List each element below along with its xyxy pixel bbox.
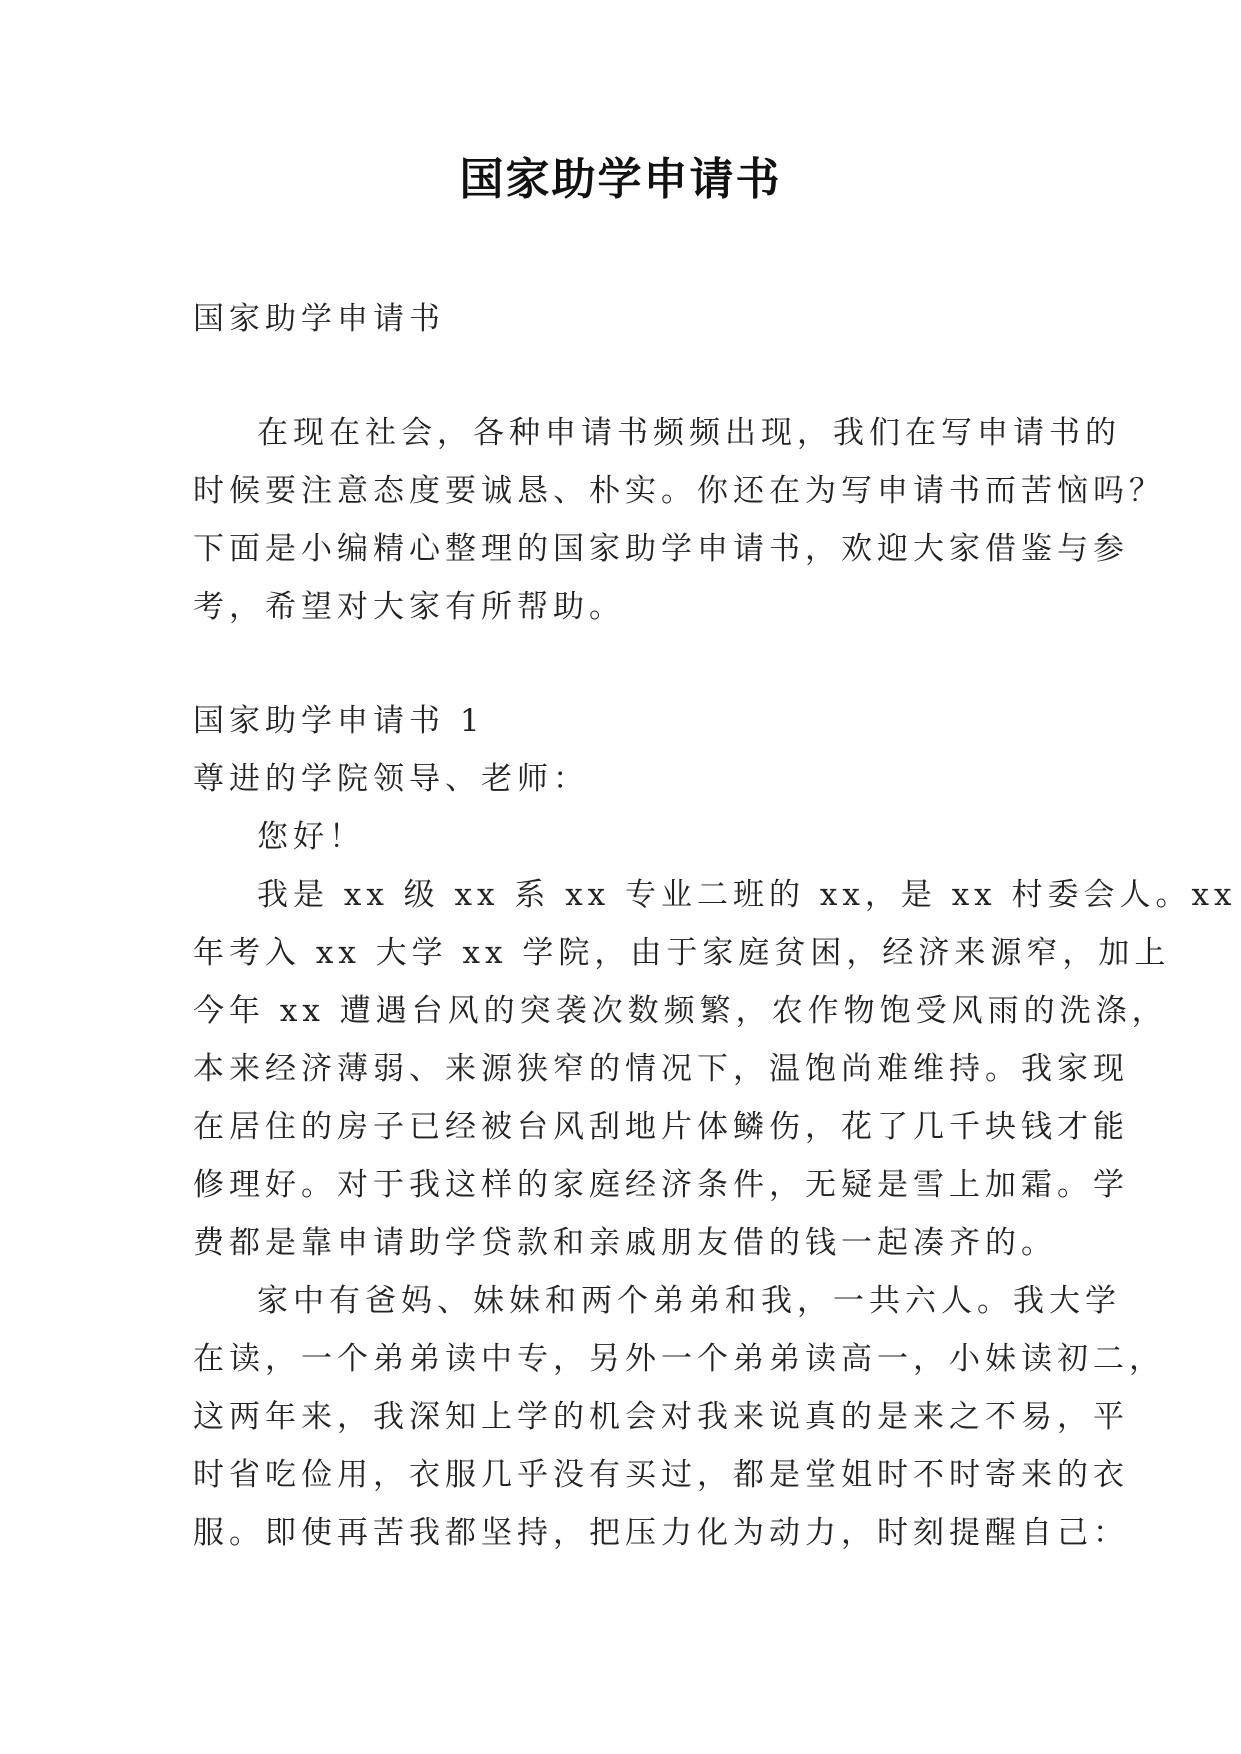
body-paragraph-2 — [193, 1272, 1165, 1562]
paragraph-line: 服。即使再苦我都坚持，把压力化为动力，时刻提醒自己： — [193, 1515, 1129, 1551]
paragraph-line: 年考入 xx 大学 xx 学院，由于家庭贫困，经济来源窄，加上 — [193, 935, 1171, 971]
paragraph-line: 修理好。对于我这样的家庭经济条件，无疑是雪上加霜。学 — [193, 1167, 1129, 1203]
intro-paragraph — [193, 404, 1165, 636]
paragraph-line: 这两年来，我深知上学的机会对我来说真的是来之不易，平 — [193, 1399, 1129, 1435]
paragraph-line: 在读，一个弟弟读中专，另外一个弟弟读高一，小妹读初二， — [193, 1341, 1165, 1377]
spacer — [193, 348, 1053, 404]
spacer — [193, 636, 1053, 692]
paragraph-line: 家中有爸妈、妹妹和两个弟弟和我，一共六人。我大学 — [257, 1283, 1121, 1319]
intro-line: 下面是小编精心整理的国家助学申请书，欢迎大家借鉴与参 — [193, 531, 1129, 567]
salutation: 尊进的学院领导、老师： — [193, 761, 589, 797]
greeting: 您好！ — [257, 819, 365, 855]
section-heading: 国家助学申请书 1 — [193, 703, 485, 739]
paragraph-line: 本来经济薄弱、来源狭窄的情况下，温饱尚难维持。我家现 — [193, 1051, 1129, 1087]
intro-line: 时候要注意态度要诚恳、朴实。你还在为写申请书而苦恼吗？ — [193, 473, 1165, 509]
paragraph-line: 今年 xx 遭遇台风的突袭次数频繁，农作物饱受风雨的洗涤， — [193, 993, 1168, 1029]
document-title: 国家助学申请书 — [459, 154, 782, 205]
intro-line: 在现在社会，各种申请书频频出现，我们在写申请书的 — [257, 415, 1121, 451]
intro-line: 考，希望对大家有所帮助。 — [193, 589, 625, 625]
paragraph-line: 时省吃俭用，衣服几乎没有买过，都是堂姐时不时寄来的衣 — [193, 1457, 1129, 1493]
paragraph-line: 在居住的房子已经被台风刮地片体鳞伤，花了几千块钱才能 — [193, 1109, 1129, 1145]
paragraph-line: 我是 xx 级 xx 系 xx 专业二班的 xx，是 xx 村委会人。xx — [257, 877, 1237, 913]
body-paragraph-1 — [193, 866, 1237, 1272]
document-body — [193, 290, 1237, 1562]
paragraph-line: 费都是靠申请助学贷款和亲戚朋友借的钱一起凑齐的。 — [193, 1225, 1057, 1261]
subtitle: 国家助学申请书 — [193, 301, 445, 337]
